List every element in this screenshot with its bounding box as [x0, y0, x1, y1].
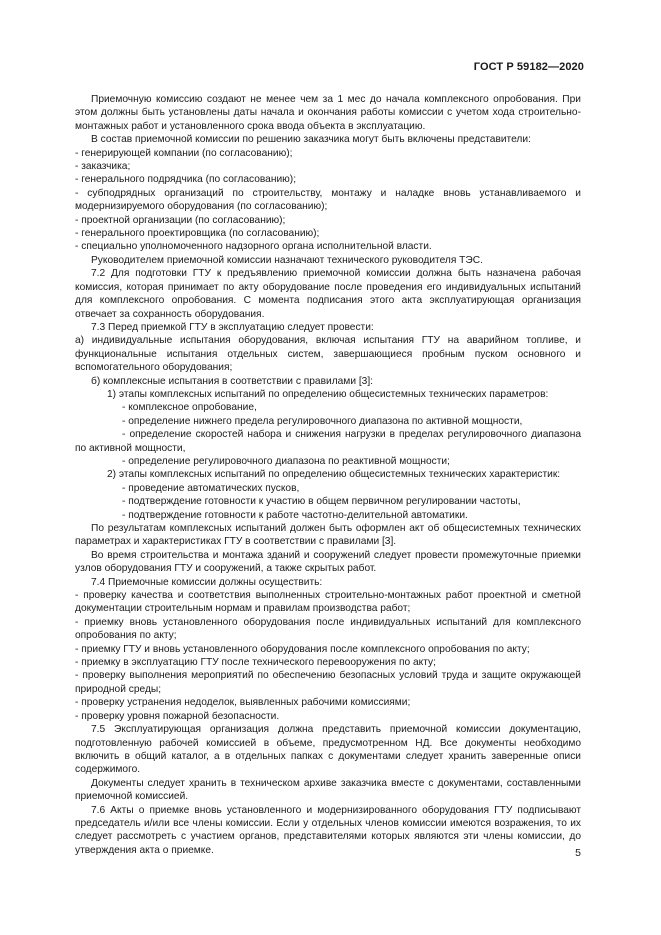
list-item: - проектной организации (по согласованию); — [75, 214, 286, 226]
list-item: - специально уполномоченного надзорного органа исполнительной власти. — [75, 241, 432, 253]
page-number: 5 — [575, 847, 581, 859]
list-item: - определение регулировочного диапазона по реактивной мощности; — [122, 455, 450, 467]
list-item: б) комплексные испытания в соответствии с правилами [3]: — [91, 375, 373, 387]
list-item: - определение скоростей набора и снижения нагрузки в пределах регулировочного диапазона по активной мощности, — [75, 429, 581, 454]
paragraph-7-3: 7.3 Перед приемкой ГТУ в эксплуатацию следует провести: — [91, 321, 374, 333]
list-item: - подтверждение готовности к участию в общем первичном регулировании частоты, — [122, 496, 521, 508]
list-item: - генерального подрядчика (по согласованию); — [75, 174, 297, 186]
list-item: - приемку в эксплуатацию ГТУ после технического перевооружения по акту; — [75, 657, 436, 669]
list-item: - проверку уровня пожарной безопасности. — [75, 710, 280, 722]
document-header-code: ГОСТ Р 59182—2020 — [473, 61, 584, 73]
list-item: - комплексное опробование, — [122, 402, 257, 414]
list-item: - субподрядных организаций по строительству, монтажу и наладке вновь устанавливаемого и модернизируемого оборудования (по согласованию); — [75, 187, 581, 213]
list-item: 1) этапы комплексных испытаний по определению общесистемных технических параметров: — [107, 388, 549, 400]
paragraph-7-6: 7.6 Акты о приемке вновь установленного и модернизированного оборудования ГТУ подписывают председатель и/или все члены комиссии. Если у отдельных членов комиссии имеются возражения, то их следует рассмотреть с участием органов, представителями которых являются эти члены комиссии, до утверждения акта о приемке. — [75, 804, 581, 856]
list-item: - проверку устранения недоделок, выявленных рабочими комиссиями; — [75, 697, 411, 709]
list-item: 2) этапы комплексных испытаний по определению общесистемных технических характеристик: — [107, 469, 561, 481]
list-item: - генерального проектировщика (по согласованию); — [75, 228, 320, 240]
list-item: - заказчика; — [75, 161, 131, 173]
list-item: - подтверждение готовности к работе частотно-делительной автоматики. — [122, 509, 468, 521]
document-body — [75, 93, 581, 857]
list-item: - проверку качества и соответствия выполненных строительно-монтажных работ проектной и сметной документации строительным нормам и правилам производства работ; — [75, 590, 581, 615]
paragraph: Приемочную комиссию создают не менее чем за 1 мес до начала комплексного опробования. При этом должны быть установлены даты начала и окончания работы комиссии с учетом хода строительно-монтажных работ и установленного срока ввода объекта в эксплуатацию. — [75, 94, 581, 132]
list-item: а) индивидуальные испытания оборудования, включая испытания ГТУ на аварийном топливе, и функциональные испытания отдельных систем, завершающиеся пробным пуском основного и вспомогательного оборудования; — [75, 335, 581, 374]
paragraph: Документы следует хранить в техническом архиве заказчика вместе с документами, составленными приемочной комиссией. — [75, 777, 581, 803]
list-item: - приемку вновь установленного оборудования после индивидуальных испытаний для комплексного опробования по акту; — [75, 616, 581, 642]
list-item: - определение нижнего предела регулировочного диапазона по активной мощности, — [122, 415, 523, 427]
list-item: - приемку ГТУ и вновь установленного оборудования после комплексного опробования по акту; — [75, 643, 530, 655]
paragraph-7-4: 7.4 Приемочные комиссии должны осуществить: — [91, 576, 323, 588]
paragraph: По результатам комплексных испытаний должен быть оформлен акт об общесистемных технических параметрах и характеристиках ГТУ в соответствии с правилами [3]. — [75, 523, 581, 548]
list-item: - проведение автоматических пусков, — [122, 482, 300, 494]
paragraph: Руководителем приемочной комиссии назначают технического руководителя ТЭС. — [91, 254, 483, 266]
list-item: - генерирующей компании (по согласованию); — [75, 147, 293, 159]
paragraph-7-5: 7.5 Эксплуатирующая организация должна представить приемочной комиссии документацию, подготовленную рабочей комиссией в объеме, предусмотренном НД. Все документы необходимо включить в общий каталог, а в отдельных папках с документами следует хранить заверенные описи содержимого. — [75, 724, 581, 776]
paragraph: В состав приемочной комиссии по решению заказчика могут быть включены представители: — [91, 134, 531, 146]
paragraph-7-2: 7.2 Для подготовки ГТУ к предъявлению приемочной комиссии должна быть назначена рабочая комиссия, которая принимает по акту оборудование после проведения его индивидуальных испытаний для комплексного опробования. С момента подписания этого акта эксплуатирующая организация отвечает за сохранность оборудования. — [75, 268, 581, 320]
paragraph: Во время строительства и монтажа зданий и сооружений следует провести промежуточные приемки узлов оборудования ГТУ и сооружений, а также скрытых работ. — [75, 549, 581, 575]
list-item: - проверку выполнения мероприятий по обеспечению безопасных условий труда и защите окружающей природной среды; — [75, 670, 581, 695]
